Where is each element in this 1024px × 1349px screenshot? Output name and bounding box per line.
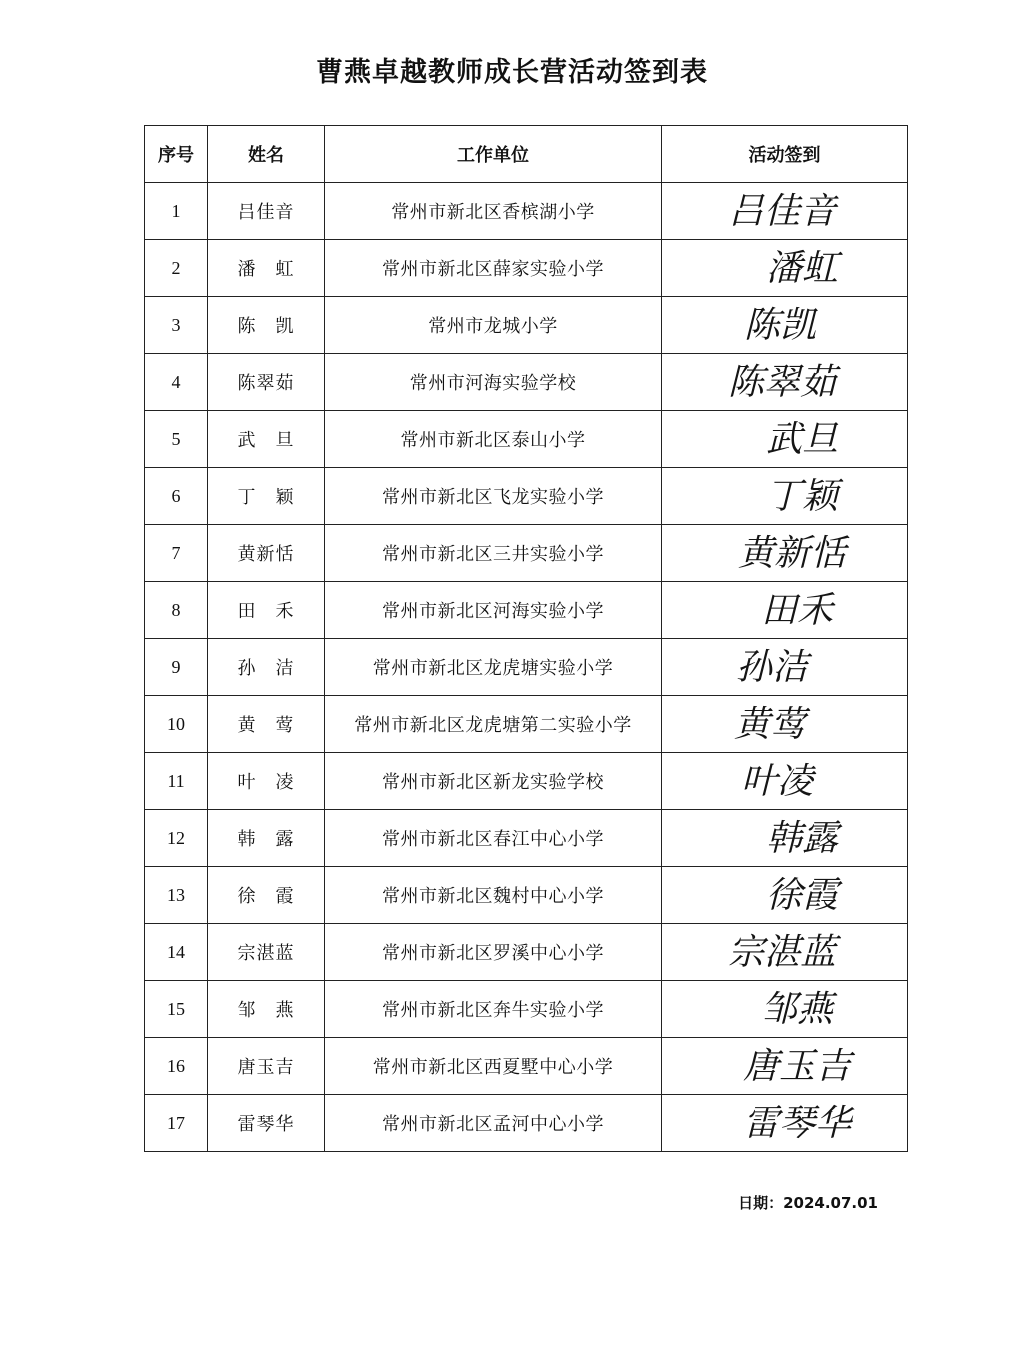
handwritten-signature: 田禾 (760, 590, 833, 631)
cell-unit: 常州市新北区魏村中心小学 (325, 867, 662, 924)
cell-unit: 常州市新北区泰山小学 (325, 411, 662, 468)
cell-seq: 8 (145, 582, 208, 639)
handwritten-signature: 吕佳音 (727, 191, 836, 232)
cell-name: 韩 露 (208, 810, 325, 867)
handwritten-signature: 韩露 (765, 818, 838, 859)
cell-seq: 5 (145, 411, 208, 468)
handwritten-signature: 邹燕 (760, 989, 833, 1030)
cell-seq: 9 (145, 639, 208, 696)
cell-sign (662, 411, 908, 468)
header-sign: 活动签到 (662, 126, 908, 183)
cell-sign (662, 354, 908, 411)
table-row (145, 981, 908, 1038)
handwritten-signature: 黄莺 (733, 704, 806, 745)
cell-unit: 常州市新北区新龙实验学校 (325, 753, 662, 810)
cell-seq: 14 (145, 924, 208, 981)
cell-sign (662, 582, 908, 639)
cell-sign (662, 525, 908, 582)
cell-unit: 常州市新北区河海实验小学 (325, 582, 662, 639)
cell-seq: 6 (145, 468, 208, 525)
header-name: 姓名 (208, 126, 325, 183)
cell-sign (662, 753, 908, 810)
cell-name: 吕佳音 (208, 183, 325, 240)
cell-name: 邹 燕 (208, 981, 325, 1038)
handwritten-signature: 孙洁 (735, 647, 808, 688)
cell-name: 黄新恬 (208, 525, 325, 582)
cell-unit: 常州市新北区香槟湖小学 (325, 183, 662, 240)
cell-seq: 11 (145, 753, 208, 810)
cell-name: 宗湛蓝 (208, 924, 325, 981)
cell-seq: 1 (145, 183, 208, 240)
cell-unit: 常州市新北区西夏墅中心小学 (325, 1038, 662, 1095)
cell-name: 唐玉吉 (208, 1038, 325, 1095)
date-label: 日期：2024.07.01 (738, 1194, 878, 1212)
table-row (145, 525, 908, 582)
handwritten-signature: 黄新恬 (737, 533, 846, 574)
cell-unit: 常州市新北区飞龙实验小学 (325, 468, 662, 525)
cell-unit: 常州市新北区龙虎塘第二实验小学 (325, 696, 662, 753)
cell-name: 雷琴华 (208, 1095, 325, 1152)
handwritten-signature: 叶凌 (740, 761, 813, 802)
cell-seq: 17 (145, 1095, 208, 1152)
handwritten-signature: 唐玉吉 (742, 1046, 851, 1087)
handwritten-signature: 陈翠茹 (727, 362, 836, 403)
cell-name: 孙 洁 (208, 639, 325, 696)
cell-unit: 常州市新北区薛家实验小学 (325, 240, 662, 297)
table-row (145, 240, 908, 297)
cell-sign (662, 810, 908, 867)
cell-unit: 常州市新北区龙虎塘实验小学 (325, 639, 662, 696)
cell-name: 武 旦 (208, 411, 325, 468)
table-row (145, 810, 908, 867)
table-row (145, 183, 908, 240)
cell-name: 丁 颖 (208, 468, 325, 525)
table-row (145, 867, 908, 924)
cell-unit: 常州市新北区春江中心小学 (325, 810, 662, 867)
table-row (145, 696, 908, 753)
cell-name: 叶 凌 (208, 753, 325, 810)
cell-sign (662, 183, 908, 240)
table-row (145, 1038, 908, 1095)
cell-name: 陈 凯 (208, 297, 325, 354)
table-row (145, 924, 908, 981)
cell-sign (662, 981, 908, 1038)
cell-sign (662, 1038, 908, 1095)
cell-unit: 常州市新北区孟河中心小学 (325, 1095, 662, 1152)
cell-sign (662, 867, 908, 924)
handwritten-signature: 潘虹 (765, 248, 838, 289)
cell-unit: 常州市新北区奔牛实验小学 (325, 981, 662, 1038)
cell-name: 田 禾 (208, 582, 325, 639)
cell-sign (662, 924, 908, 981)
table-row (145, 468, 908, 525)
cell-sign (662, 240, 908, 297)
table-row (145, 753, 908, 810)
cell-sign (662, 639, 908, 696)
table-row (145, 1095, 908, 1152)
cell-name: 黄 莺 (208, 696, 325, 753)
table-row (145, 639, 908, 696)
sign-in-table (144, 125, 908, 1152)
cell-seq: 3 (145, 297, 208, 354)
cell-name: 潘 虹 (208, 240, 325, 297)
cell-seq: 2 (145, 240, 208, 297)
table-row (145, 582, 908, 639)
table-row (145, 411, 908, 468)
cell-seq: 13 (145, 867, 208, 924)
table-row (145, 354, 908, 411)
cell-sign (662, 468, 908, 525)
cell-sign (662, 297, 908, 354)
cell-seq: 10 (145, 696, 208, 753)
cell-seq: 7 (145, 525, 208, 582)
cell-seq: 4 (145, 354, 208, 411)
cell-seq: 15 (145, 981, 208, 1038)
header-unit: 工作单位 (325, 126, 662, 183)
cell-sign (662, 1095, 908, 1152)
handwritten-signature: 陈凯 (743, 305, 816, 346)
page-title: 曹燕卓越教师成长营活动签到表 (316, 57, 708, 88)
handwritten-signature: 徐霞 (765, 875, 838, 916)
cell-unit: 常州市新北区罗溪中心小学 (325, 924, 662, 981)
cell-unit: 常州市龙城小学 (325, 297, 662, 354)
cell-name: 徐 霞 (208, 867, 325, 924)
cell-sign (662, 696, 908, 753)
cell-unit: 常州市河海实验学校 (325, 354, 662, 411)
handwritten-signature: 武旦 (765, 419, 838, 460)
table-header-row (145, 126, 908, 183)
table-row (145, 297, 908, 354)
cell-seq: 16 (145, 1038, 208, 1095)
handwritten-signature: 雷琴华 (742, 1103, 851, 1144)
cell-seq: 12 (145, 810, 208, 867)
handwritten-signature: 丁颖 (765, 476, 838, 517)
cell-unit: 常州市新北区三井实验小学 (325, 525, 662, 582)
header-seq: 序号 (145, 126, 208, 183)
handwritten-signature: 宗湛蓝 (727, 932, 836, 973)
cell-name: 陈翠茹 (208, 354, 325, 411)
